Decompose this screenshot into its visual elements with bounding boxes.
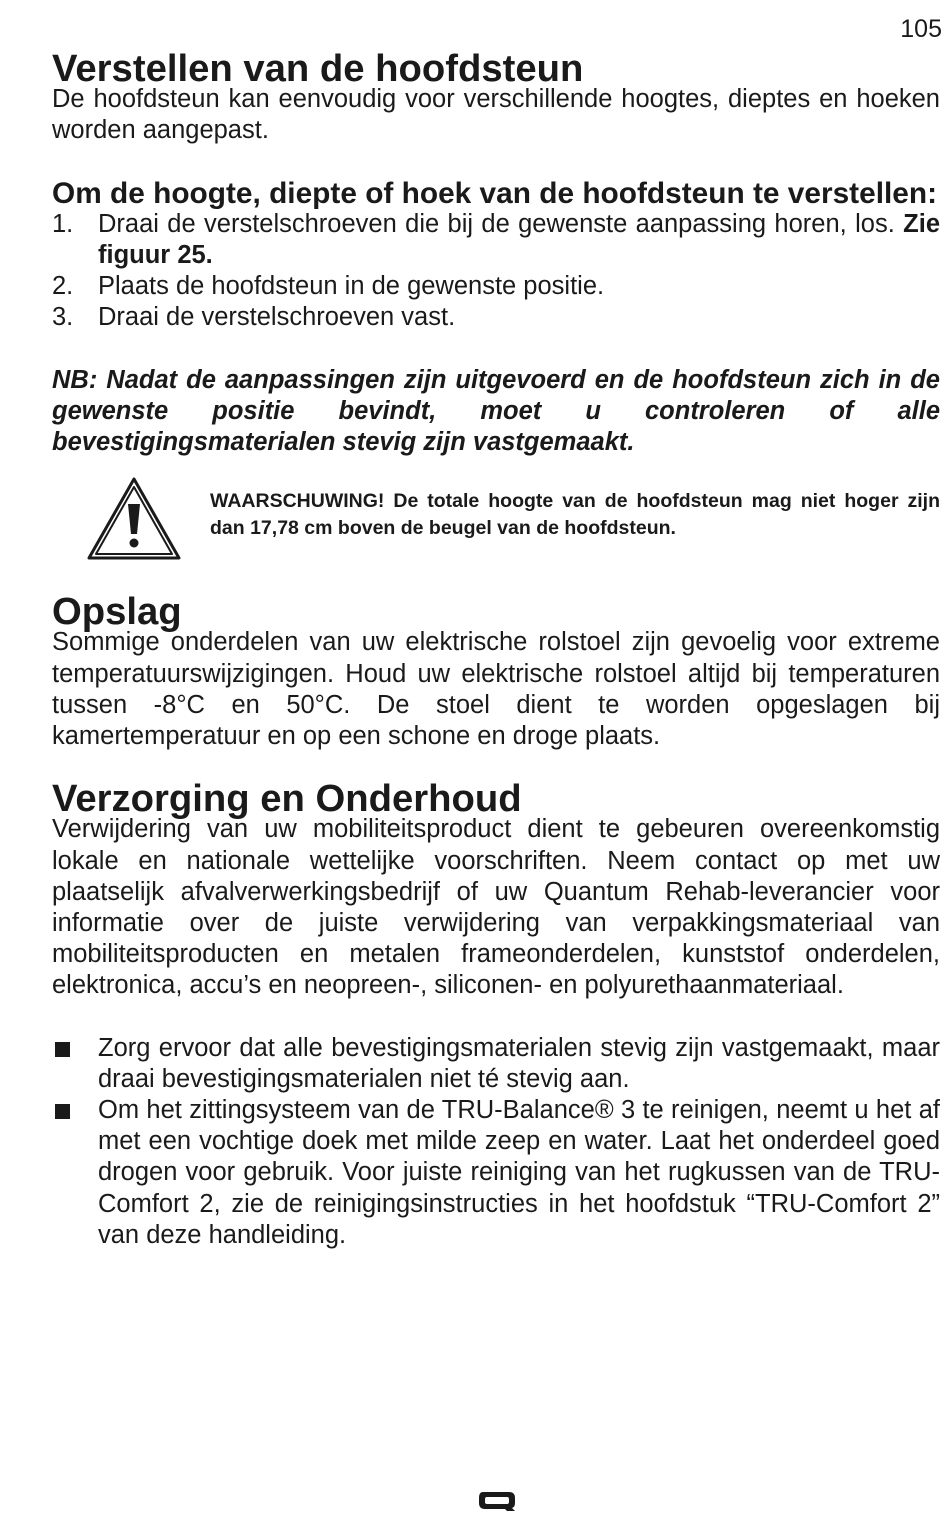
list-item [52,1033,940,1095]
list-item-text: Zorg ervoor dat alle bevestigingsmaterialen stevig zijn vastgemaakt, maar draai bevestigingsmaterialen niet té stevig aan. [98,1033,940,1093]
procedure-step [52,271,940,302]
storage-heading: Opslag [52,590,182,634]
step-number: 2. [52,272,74,301]
page-content [52,47,941,1251]
quantum-q-logo-icon [477,1490,517,1512]
care-heading: Verzorging en Onderhoud [52,777,522,821]
warning-box [52,476,940,562]
list-item-text: Om het zittingsysteem van de TRU-Balance® 3 te reinigen, neemt u het af met een vochtige doek met milde zeep en water. Laat het onderdeel goed drogen voor gebruik. Voor juiste reiniging van het rugkussen van de TRU-Comfort 2, zie de reinigingsinstructies in het hoofdstuk “TRU-Comfort 2” van deze handleiding. [98,1096,940,1249]
step-text: Plaats de hoofdsteun in de gewenste positie. [98,272,605,301]
square-bullet-icon [55,1104,70,1119]
procedure-heading: Om de hoogte, diepte of hoek van de hoofdsteun te verstellen: [52,176,938,210]
procedure-step [52,209,940,271]
warning-triangle-icon [86,476,182,562]
warning-text: WAARSCHUWING! De totale hoogte van de hoofdsteun mag niet hoger zijn dan 17,78 cm boven de beugel van de hoofdsteun. [210,490,940,540]
headrest-intro: De hoofdsteun kan eenvoudig voor verschillende hoogtes, dieptes en hoeken worden aangepast. [52,85,940,145]
procedure-steps [52,209,940,334]
step-text: Draai de verstelschroeven vast. [98,303,456,332]
list-item [52,1095,940,1251]
storage-text: Sommige onderdelen van uw elektrische rolstoel zijn gevoelig voor extreme temperatuurswijzigingen. Houd uw elektrische rolstoel altijd bij temperaturen tussen -8°C en 50°C. De stoel dient te worden opgeslagen bij kamertemperatuur en op een schone en droge plaats. [52,628,940,751]
headrest-heading: Verstellen van de hoofdsteun [52,47,584,90]
step-number: 1. [52,209,74,238]
note-paragraph: NB: Nadat de aanpassingen zijn uitgevoerd en de hoofdsteun zich in de gewenste positie bevindt, moet u controleren of alle bevestigingsmaterialen stevig zijn vastgemaakt. [52,365,940,457]
care-bullets [52,1033,940,1251]
step-number: 3. [52,303,74,332]
procedure-step [52,302,940,333]
care-text: Verwijdering van uw mobiliteitsproduct dient te gebeuren overeenkomstig lokale en nationale wettelijke voorschriften. Neem contact op met uw plaatselijk afvalverwerkingsbedrijf of uw Quantum Rehab-leverancier voor informatie over de juiste verwijdering van verpakkingsmateriaal van mobiliteitsproducten en metalen frameonderdelen, kunststof onderdelen, elektronica, accu’s en neopreen-, siliconen- en polyurethaanmateriaal. [52,815,940,1000]
figure-reference: Zie figuur 25. [98,209,941,270]
page-number: 105 [900,15,942,43]
step-text: Draai de verstelschroeven die bij de gewenste aanpassing horen, los. [98,209,895,238]
square-bullet-icon [55,1042,70,1057]
